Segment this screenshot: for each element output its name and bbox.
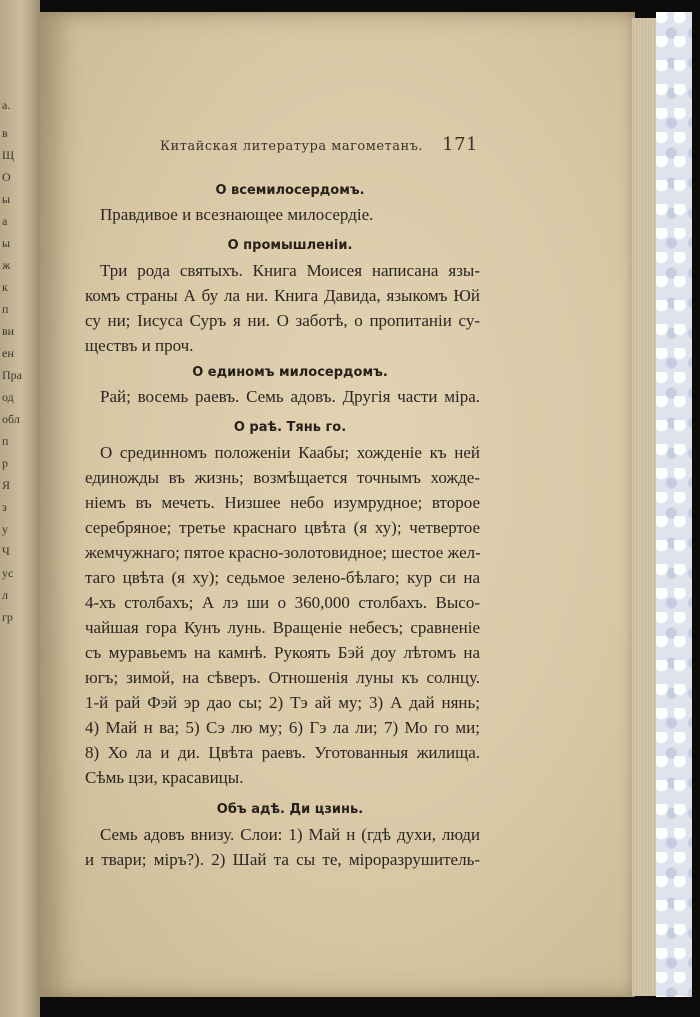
running-title: Китайская литература магометанъ. [160,139,424,154]
text-line: су ни; Іисуса Суръ я ни. О заботѣ, о пропитаніи су- [85,311,480,330]
text-line: и твари; міръ?). 2) Шай та сы те, міроразрушитель- [85,850,480,869]
left-page-fragment: Я [2,478,11,492]
left-page-fragment: ы [2,236,11,250]
section-heading: О всемилосердомъ. [215,183,365,198]
text-line: Семь адовъ внизу. Слои: 1) Май н (гдѣ духи, люди [100,825,480,844]
text-line: Правдивое и всезнающее милосердіе. [100,205,374,224]
text-line: жемчужнаго; пятое красно-золотовидное; шестое жел- [85,543,481,562]
text-line: 4-хъ столбахъ; А лэ ши о 360,000 столбахъ. Высо- [85,593,480,612]
left-page-fragment: а. [2,98,11,112]
text-line: Сѣмь цзи, красавицы. [85,768,244,787]
left-page-fragment: у [2,522,8,536]
text-line: Три рода святыхъ. Книга Моисея написана язы- [100,261,480,280]
page-edges [632,18,658,996]
left-page-fragment: ус [2,566,14,580]
text-line: таго цвѣта (я ху); седьмое зелено-бѣлаго; кур си на [85,568,480,587]
page-number: 171 [442,134,478,155]
left-page-fragment: обл [2,412,20,426]
left-page-fragment: п [2,302,9,316]
text-line: ніемъ въ мечеть. Низшее небо изумрудное; второе [85,493,480,512]
text-line: ществъ и проч. [85,336,194,355]
section-heading: Объ адѣ. Ди цзинь. [216,802,364,817]
left-page-fragment: л [2,588,8,602]
text-line: комъ страны А бу ла ни. Книга Давида, языкомъ Юй [85,286,480,305]
text-line: 4) Май н ва; 5) Сэ лю му; 6) Гэ ла ли; 7) Мо го ми; [85,718,480,737]
text-line: серебряное; третье краснаго цвѣта (я ху); четвертое [85,518,480,537]
left-page-fragment: Пра [2,368,22,382]
text-line: Рай; восемь раевъ. Семь адовъ. Другія части міра. [100,387,480,406]
left-page-fragment: гр [2,610,13,624]
left-page-fragment: а [2,214,8,228]
text-line: чайшая гора Кунъ лунь. Вращеніе небесъ; сравненіе [85,618,480,637]
left-page-fragment: в [2,126,8,140]
left-page-fragment: О [2,170,11,184]
text-line: О срединномъ положеніи Каабы; хожденіе къ ней [100,443,480,462]
left-page-fragment: ж [2,258,11,272]
left-page-fragment: к [2,280,8,294]
left-page-fragment: од [2,390,14,404]
section-heading: О промышленіи. [227,238,353,253]
left-page-fragment: р [2,456,8,470]
text-line: 8) Хо ла и ди. Цвѣта раевъ. Уготованныя жилища. [85,743,480,762]
book-cover-endpaper [656,12,692,997]
left-page-fragment: Щ [2,148,15,162]
left-page-fragment: ви [2,324,15,338]
left-page-fragment: Ч [2,544,10,558]
left-page-fragment: з [2,500,7,514]
running-header [160,136,478,158]
text-line: югъ; зимой, на сѣверъ. Отношенія луны къ солнцу. [85,668,480,687]
left-page-fragment: п [2,434,9,448]
text-line: съ муравьемъ на камнѣ. Рукоять Бэй доу лѣтомъ на [85,643,480,662]
section-heading: О раѣ. Тянь го. [233,420,347,435]
left-page-edge [0,0,40,1017]
text-line: единожды въ жизнь; возмѣщается точнымъ хожде- [85,468,480,487]
left-page-fragment: ен [2,346,14,360]
section-heading: О единомъ милосердомъ. [192,365,388,380]
left-page-fragment: ы [2,192,11,206]
text-line: 1-й рай Фэй эр дао сы; 2) Тэ ай му; 3) А дай нянь; [85,693,480,712]
